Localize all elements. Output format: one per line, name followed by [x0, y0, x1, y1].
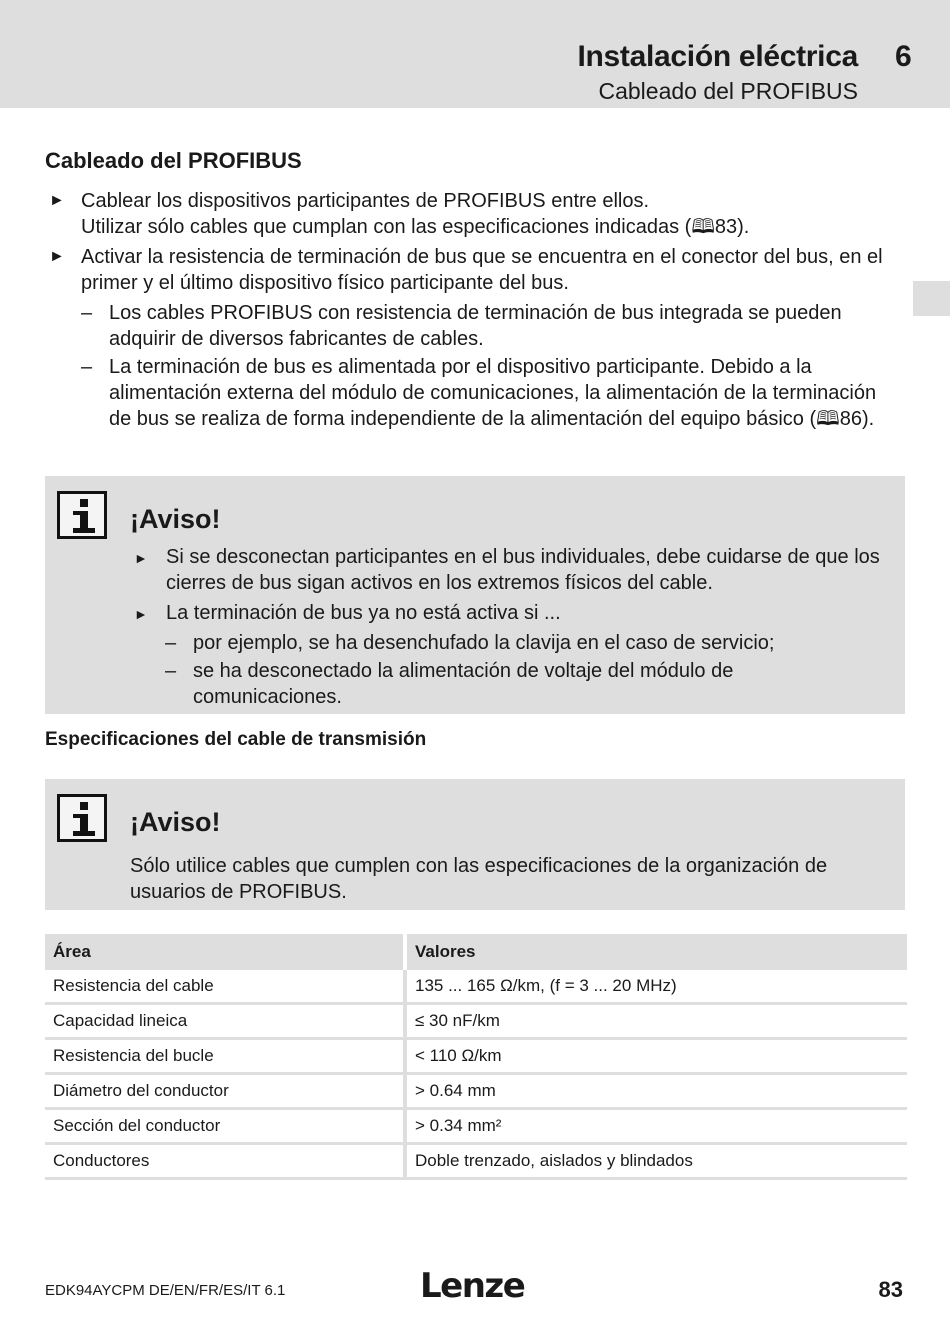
column-header: Área	[45, 934, 405, 970]
list-item-text: La terminación de bus ya no está activa si ...	[166, 602, 561, 624]
table-row	[45, 1144, 907, 1179]
dash-marker: –	[81, 356, 93, 378]
list-item-text: Activar la resistencia de terminación de bus que se encuentra en el conector del bus, en el primer y el último dispositivo físico participante del bus.	[81, 246, 883, 294]
sub-list-item-text: se ha desconectado la alimentación de voltaje del módulo de comunicaciones.	[193, 660, 734, 708]
table-cell: Conductores	[45, 1144, 405, 1179]
table-cell: Doble trenzado, aislados y blindados	[405, 1144, 907, 1179]
table-row	[45, 1004, 907, 1039]
sub-list-item-text: La terminación de bus es alimentada por el dispositivo participante. Debido a la alimentación externa del módulo de comunicaciones, la alimentación de la terminación de bus se realiza de forma independiente de la alimentación del equipo básico (🕮86).	[109, 356, 877, 430]
table-row	[45, 1039, 907, 1074]
notice-title: ¡Aviso!	[130, 504, 221, 534]
document-id: EDK94AYCPM DE/EN/FR/ES/IT 6.1	[45, 1282, 286, 1299]
side-tab-marker	[913, 281, 950, 316]
notice-body	[130, 544, 880, 712]
table-cell: Capacidad lineica	[45, 1004, 405, 1039]
table-cell: 135 ... 165 Ω/km, (f = 3 ... 20 MHz)	[405, 970, 907, 1004]
list-item	[130, 600, 880, 626]
chapter-number: 6	[895, 40, 912, 73]
table-cell: > 0.34 mm²	[405, 1109, 907, 1144]
notice-title: ¡Aviso!	[130, 807, 221, 837]
table-cell: Resistencia del cable	[45, 970, 405, 1004]
dash-marker: –	[165, 632, 177, 654]
chapter-title: Instalación eléctrica	[577, 40, 858, 73]
dash-marker: –	[165, 660, 177, 682]
page-number: 83	[878, 1277, 903, 1302]
sub-list-item	[45, 300, 895, 352]
list-item	[45, 188, 895, 240]
bullet-arrow-icon: ►	[49, 248, 65, 265]
page-header	[0, 0, 950, 108]
table-row	[45, 1074, 907, 1109]
spec-section-title: Especificaciones del cable de transmisión	[45, 729, 427, 750]
brand-logo: Lenze	[420, 1266, 525, 1306]
list-item-text: Cablear los dispositivos participantes de PROFIBUS entre ellos.	[81, 190, 650, 212]
instruction-list	[45, 188, 895, 434]
section-title: Cableado del PROFIBUS	[45, 148, 302, 173]
list-item	[130, 544, 880, 596]
table-row	[45, 1109, 907, 1144]
sub-list-item	[130, 658, 880, 710]
table-cell: > 0.64 mm	[405, 1074, 907, 1109]
list-item-text: Utilizar sólo cables que cumplan con las especificaciones indicadas (🕮83).	[81, 216, 750, 238]
spec-table	[45, 934, 907, 1180]
notice-text: Sólo utilice cables que cumplen con las especificaciones de la organización de usuarios de PROFIBUS.	[130, 855, 828, 903]
chapter-subtitle: Cableado del PROFIBUS	[598, 78, 858, 104]
table-cell: Diámetro del conductor	[45, 1074, 405, 1109]
sub-list-item-text: por ejemplo, se ha desenchufado la clavija en el caso de servicio;	[193, 632, 775, 654]
info-icon	[57, 794, 107, 842]
bullet-arrow-icon: ►	[49, 192, 65, 209]
dash-marker: –	[81, 302, 93, 324]
info-icon	[57, 491, 107, 539]
column-header: Valores	[405, 934, 907, 970]
sub-list-item	[45, 354, 895, 432]
bullet-arrow-icon: ►	[134, 550, 148, 566]
list-item	[45, 244, 895, 296]
table-header-row	[45, 934, 907, 970]
table-cell: < 110 Ω/km	[405, 1039, 907, 1074]
table-cell: Resistencia del bucle	[45, 1039, 405, 1074]
notice-box	[45, 779, 905, 910]
list-item-text: Si se desconectan participantes en el bus individuales, debe cuidarse de que los cierres de bus sigan activos en los extremos físicos del cable.	[166, 546, 880, 594]
bullet-arrow-icon: ►	[134, 606, 148, 622]
notice-box	[45, 476, 905, 714]
table-cell: ≤ 30 nF/km	[405, 1004, 907, 1039]
table-row	[45, 970, 907, 1004]
sub-list-item-text: Los cables PROFIBUS con resistencia de terminación de bus integrada se pueden adquirir de diversos fabricantes de cables.	[109, 302, 842, 350]
table-cell: Sección del conductor	[45, 1109, 405, 1144]
sub-list-item	[130, 630, 880, 656]
